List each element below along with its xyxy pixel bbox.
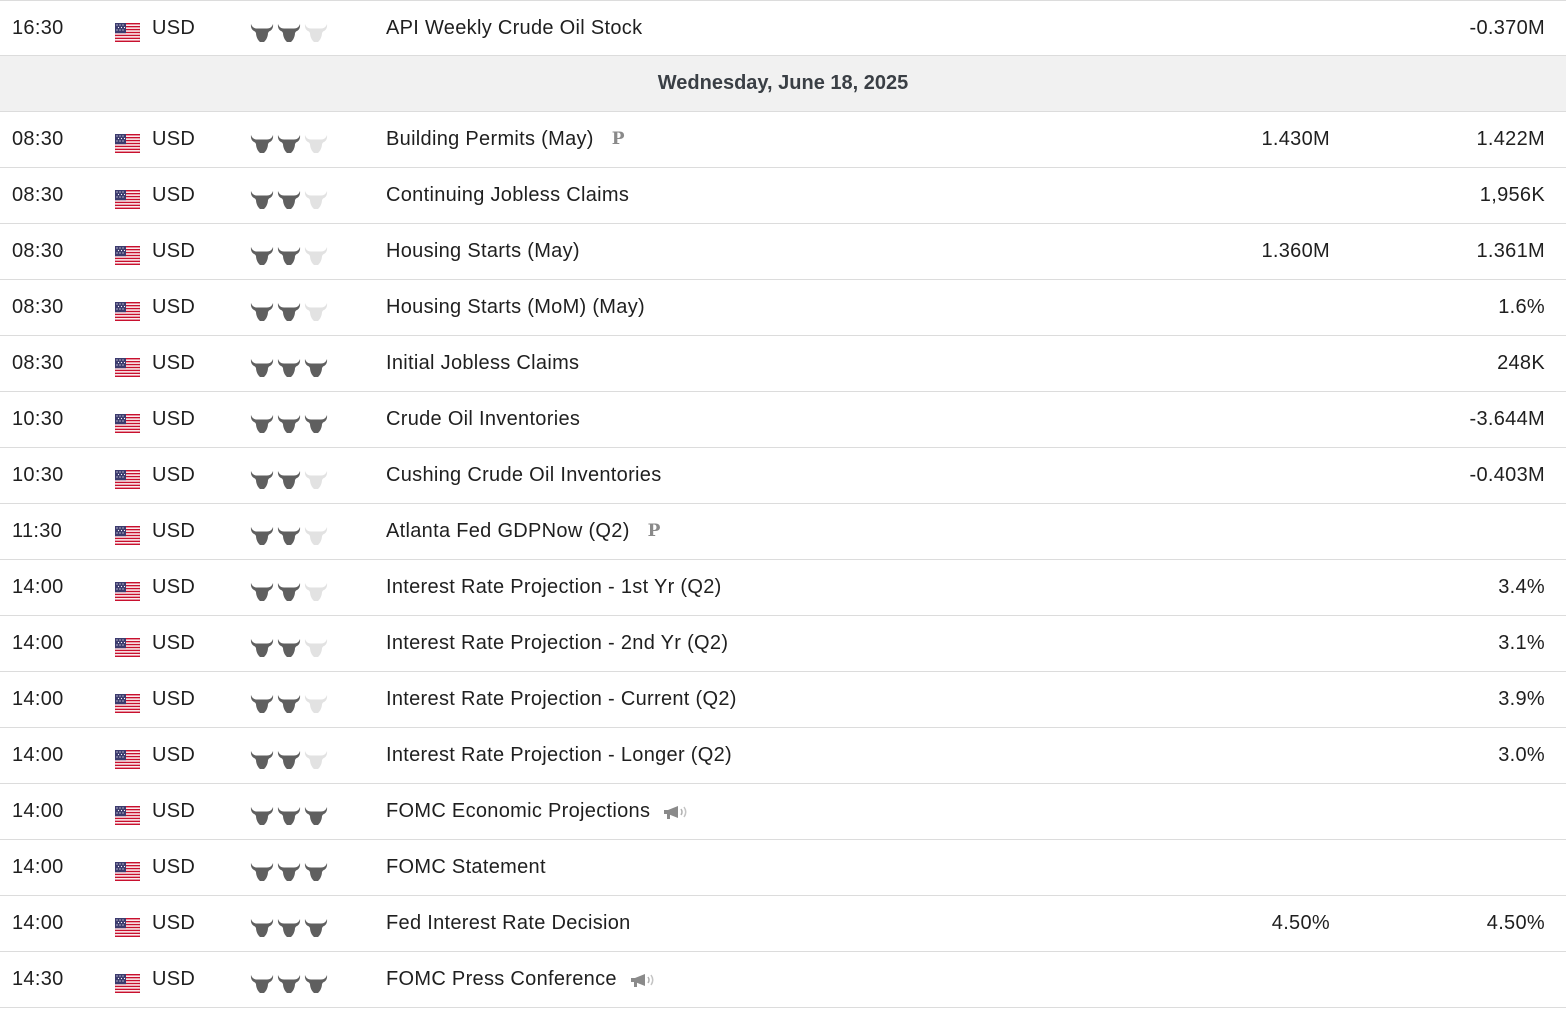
event-time: 14:00 xyxy=(12,688,64,710)
bull-icon xyxy=(277,860,301,882)
currency-code: USD xyxy=(152,128,196,150)
event-name[interactable]: FOMC Press Conference xyxy=(386,968,617,990)
bull-icon xyxy=(277,21,301,43)
bull-icon xyxy=(250,412,274,434)
event-name-cell[interactable] xyxy=(386,168,629,223)
previous-value: 1.422M xyxy=(1476,128,1545,150)
event-time: 14:00 xyxy=(12,576,64,598)
event-row[interactable] xyxy=(0,224,1566,280)
event-name-cell[interactable] xyxy=(386,616,728,671)
us-flag-icon xyxy=(115,23,140,42)
event-name-cell[interactable] xyxy=(386,672,737,727)
importance-rating xyxy=(250,188,328,210)
bull-icon xyxy=(304,132,328,154)
event-row[interactable] xyxy=(0,336,1566,392)
event-time: 08:30 xyxy=(12,296,64,318)
bull-icon xyxy=(304,860,328,882)
event-time: 14:00 xyxy=(12,632,64,654)
importance-rating xyxy=(250,468,328,490)
bull-icon xyxy=(304,636,328,658)
event-name-cell[interactable] xyxy=(386,1,642,56)
importance-rating xyxy=(250,692,328,714)
bull-icon xyxy=(277,524,301,546)
us-flag-icon xyxy=(115,470,140,489)
bull-icon xyxy=(304,188,328,210)
currency-code: USD xyxy=(152,912,196,934)
us-flag-icon xyxy=(115,358,140,377)
currency-code: USD xyxy=(152,576,196,598)
event-name-cell[interactable] xyxy=(386,952,659,1007)
event-row[interactable] xyxy=(0,112,1566,168)
bull-icon xyxy=(304,580,328,602)
event-row[interactable] xyxy=(0,896,1566,952)
bull-icon xyxy=(250,188,274,210)
event-name-cell[interactable] xyxy=(386,224,580,279)
previous-value: 1,956K xyxy=(1479,184,1545,206)
currency-code: USD xyxy=(152,296,196,318)
us-flag-icon xyxy=(115,582,140,601)
megaphone-icon xyxy=(662,803,692,821)
bull-icon xyxy=(277,804,301,826)
bull-icon xyxy=(250,580,274,602)
event-name[interactable]: Atlanta Fed GDPNow (Q2) xyxy=(386,520,630,542)
event-time: 08:30 xyxy=(12,352,64,374)
bull-icon xyxy=(250,692,274,714)
event-name-cell[interactable] xyxy=(386,840,546,895)
importance-rating xyxy=(250,356,328,378)
importance-rating xyxy=(250,636,328,658)
importance-rating xyxy=(250,132,328,154)
currency-code: USD xyxy=(152,464,196,486)
bull-icon xyxy=(277,132,301,154)
us-flag-icon xyxy=(115,302,140,321)
bull-icon xyxy=(250,524,274,546)
importance-rating xyxy=(250,580,328,602)
event-row[interactable] xyxy=(0,728,1566,784)
bull-icon xyxy=(277,972,301,994)
bull-icon xyxy=(304,244,328,266)
bull-icon xyxy=(250,804,274,826)
event-name[interactable]: Housing Starts (MoM) (May) xyxy=(386,296,645,318)
us-flag-icon xyxy=(115,918,140,937)
currency-code: USD xyxy=(152,17,196,39)
bull-icon xyxy=(277,244,301,266)
bull-icon xyxy=(304,524,328,546)
date-header-label: Wednesday, June 18, 2025 xyxy=(657,72,909,94)
event-row[interactable] xyxy=(0,168,1566,224)
date-header-row xyxy=(0,56,1566,112)
previous-value: 3.9% xyxy=(1498,688,1545,710)
event-name[interactable]: Interest Rate Projection - 2nd Yr (Q2) xyxy=(386,632,729,654)
currency-code: USD xyxy=(152,408,196,430)
previous-value: 4.50% xyxy=(1486,912,1545,934)
currency-code: USD xyxy=(152,856,196,878)
previous-value: -0.403M xyxy=(1469,464,1545,486)
us-flag-icon xyxy=(115,750,140,769)
event-row[interactable] xyxy=(0,280,1566,336)
bull-icon xyxy=(250,636,274,658)
event-row[interactable] xyxy=(0,0,1566,56)
event-name[interactable]: Cushing Crude Oil Inventories xyxy=(386,464,662,486)
currency-code: USD xyxy=(152,184,196,206)
bull-icon xyxy=(304,916,328,938)
event-row[interactable] xyxy=(0,616,1566,672)
bull-icon xyxy=(277,412,301,434)
bull-icon xyxy=(304,468,328,490)
bull-icon xyxy=(250,748,274,770)
us-flag-icon xyxy=(115,806,140,825)
forecast-value: 4.50% xyxy=(1271,912,1330,934)
bull-icon xyxy=(277,692,301,714)
bull-icon xyxy=(277,748,301,770)
bull-icon xyxy=(250,468,274,490)
us-flag-icon xyxy=(115,414,140,433)
importance-rating xyxy=(250,300,328,322)
event-time: 14:00 xyxy=(12,744,64,766)
event-time: 08:30 xyxy=(12,128,64,150)
event-time: 08:30 xyxy=(12,240,64,262)
event-name-cell[interactable] xyxy=(386,784,692,839)
event-name-cell[interactable] xyxy=(386,504,661,559)
megaphone-icon xyxy=(629,971,659,989)
event-time: 14:30 xyxy=(12,968,64,990)
event-row[interactable] xyxy=(0,560,1566,616)
bull-icon xyxy=(250,132,274,154)
importance-rating xyxy=(250,524,328,546)
previous-value: 3.0% xyxy=(1498,744,1545,766)
bull-icon xyxy=(304,972,328,994)
importance-rating xyxy=(250,860,328,882)
event-name-cell[interactable] xyxy=(386,280,645,335)
us-flag-icon xyxy=(115,694,140,713)
bull-icon xyxy=(304,692,328,714)
event-name[interactable]: FOMC Statement xyxy=(386,856,546,878)
bull-icon xyxy=(304,412,328,434)
currency-code: USD xyxy=(152,520,196,542)
bull-icon xyxy=(304,21,328,43)
forecast-value: 1.430M xyxy=(1261,128,1330,150)
bull-icon xyxy=(277,468,301,490)
bull-icon xyxy=(304,300,328,322)
currency-code: USD xyxy=(152,968,196,990)
bull-icon xyxy=(250,244,274,266)
event-name[interactable]: Interest Rate Projection - Current (Q2) xyxy=(386,688,737,710)
bull-icon xyxy=(250,860,274,882)
event-time: 14:00 xyxy=(12,912,64,934)
event-time: 10:30 xyxy=(12,408,64,430)
previous-value: 1.6% xyxy=(1498,296,1545,318)
currency-code: USD xyxy=(152,240,196,262)
bull-icon xyxy=(304,804,328,826)
event-name[interactable]: Fed Interest Rate Decision xyxy=(386,912,631,934)
bull-icon xyxy=(250,916,274,938)
event-name[interactable]: Crude Oil Inventories xyxy=(386,408,581,430)
us-flag-icon xyxy=(115,638,140,657)
event-name[interactable]: API Weekly Crude Oil Stock xyxy=(386,17,643,39)
previous-value: 248K xyxy=(1497,352,1545,374)
bull-icon xyxy=(277,356,301,378)
event-time: 08:30 xyxy=(12,184,64,206)
p-badge-icon: P xyxy=(611,129,625,149)
currency-code: USD xyxy=(152,688,196,710)
event-name[interactable]: Building Permits (May) xyxy=(386,128,594,150)
bull-icon xyxy=(250,972,274,994)
previous-value: 1.361M xyxy=(1476,240,1545,262)
event-time: 16:30 xyxy=(12,17,64,39)
importance-rating xyxy=(250,748,328,770)
event-name[interactable]: Interest Rate Projection - 1st Yr (Q2) xyxy=(386,576,722,598)
us-flag-icon xyxy=(115,974,140,993)
event-row[interactable] xyxy=(0,448,1566,504)
previous-value: -0.370M xyxy=(1469,17,1545,39)
event-time: 11:30 xyxy=(12,520,63,542)
event-row[interactable] xyxy=(0,672,1566,728)
us-flag-icon xyxy=(115,190,140,209)
bull-icon xyxy=(277,636,301,658)
event-time: 14:00 xyxy=(12,800,64,822)
event-time: 10:30 xyxy=(12,464,64,486)
bull-icon xyxy=(250,356,274,378)
event-row[interactable] xyxy=(0,392,1566,448)
us-flag-icon xyxy=(115,246,140,265)
event-row[interactable] xyxy=(0,504,1566,560)
previous-value: 3.4% xyxy=(1498,576,1545,598)
event-name-cell[interactable] xyxy=(386,728,732,783)
event-row[interactable] xyxy=(0,784,1566,840)
importance-rating xyxy=(250,21,328,43)
event-name[interactable]: FOMC Economic Projections xyxy=(386,800,651,822)
bull-icon xyxy=(277,300,301,322)
event-row[interactable] xyxy=(0,952,1566,1008)
currency-code: USD xyxy=(152,800,196,822)
importance-rating xyxy=(250,916,328,938)
us-flag-icon xyxy=(115,862,140,881)
currency-code: USD xyxy=(152,744,196,766)
bull-icon xyxy=(250,21,274,43)
bull-icon xyxy=(304,748,328,770)
importance-rating xyxy=(250,244,328,266)
currency-code: USD xyxy=(152,352,196,374)
previous-value: -3.644M xyxy=(1469,408,1545,430)
bull-icon xyxy=(277,188,301,210)
bull-icon xyxy=(277,580,301,602)
event-name-cell[interactable] xyxy=(386,392,580,447)
event-row[interactable] xyxy=(0,840,1566,896)
bull-icon xyxy=(277,916,301,938)
event-time: 14:00 xyxy=(12,856,64,878)
event-name[interactable]: Continuing Jobless Claims xyxy=(386,184,630,206)
event-name[interactable]: Interest Rate Projection - Longer (Q2) xyxy=(386,744,732,766)
forecast-value: 1.360M xyxy=(1261,240,1330,262)
p-badge-icon: P xyxy=(647,521,661,541)
bull-icon xyxy=(250,300,274,322)
importance-rating xyxy=(250,412,328,434)
importance-rating xyxy=(250,972,328,994)
event-name-cell[interactable] xyxy=(386,336,579,391)
importance-rating xyxy=(250,804,328,826)
event-name[interactable]: Housing Starts (May) xyxy=(386,240,580,262)
event-name-cell[interactable] xyxy=(386,112,625,167)
previous-value: 3.1% xyxy=(1498,632,1545,654)
event-name[interactable]: Initial Jobless Claims xyxy=(386,352,580,374)
event-name-cell[interactable] xyxy=(386,560,722,615)
bull-icon xyxy=(304,356,328,378)
us-flag-icon xyxy=(115,134,140,153)
event-name-cell[interactable] xyxy=(386,448,662,503)
currency-code: USD xyxy=(152,632,196,654)
us-flag-icon xyxy=(115,526,140,545)
event-name-cell[interactable] xyxy=(386,896,631,951)
